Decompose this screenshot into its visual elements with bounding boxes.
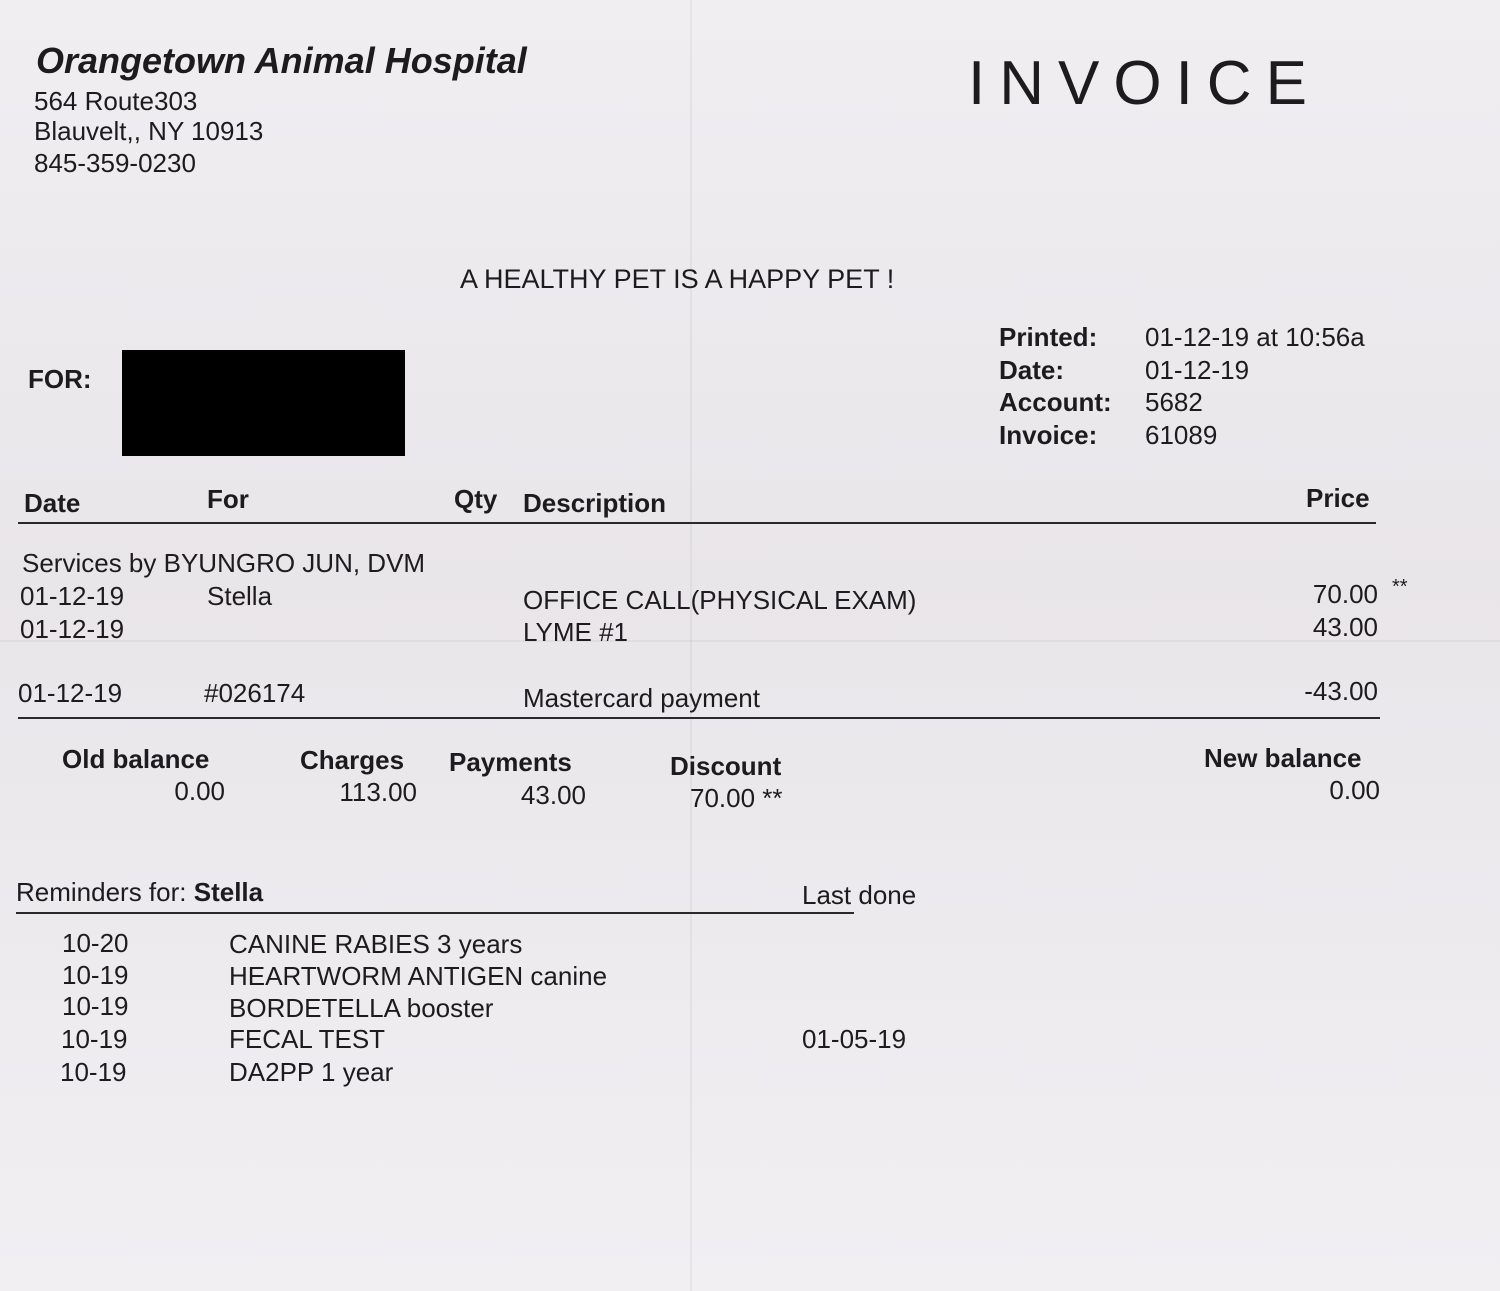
account-label: Account: <box>999 387 1112 417</box>
col-header-qty: Qty <box>454 484 498 514</box>
line-item-date: 01-12-19 <box>20 581 125 611</box>
line-item-date: 01-12-19 <box>18 678 123 708</box>
last-done-label: Last done <box>802 880 917 910</box>
reminder-due: 10-19 <box>61 1024 128 1054</box>
reminder-name: FECAL TEST <box>229 1024 386 1054</box>
line-item-for: #026174 <box>204 678 306 708</box>
line-item-description: LYME #1 <box>523 617 629 647</box>
reminder-due: 10-19 <box>62 960 129 990</box>
printed-value: 01-12-19 at 10:56a <box>1145 322 1365 352</box>
reminder-name: HEARTWORM ANTIGEN canine <box>229 961 608 991</box>
printed-label: Printed: <box>999 322 1098 352</box>
redacted-customer-block <box>122 350 405 456</box>
clinic-address-line2: Blauvelt,, NY 10913 <box>34 116 264 146</box>
line-item-for: Stella <box>207 581 273 611</box>
clinic-phone: 845-359-0230 <box>34 148 196 178</box>
clinic-name: Orangetown Animal Hospital <box>36 40 527 81</box>
new-balance-value: 0.00 <box>1329 775 1380 805</box>
line-item-price: -43.00 <box>1304 676 1378 706</box>
reminders-divider <box>16 912 854 914</box>
col-header-for: For <box>207 484 249 514</box>
old-balance-value: 0.00 <box>174 776 225 806</box>
col-header-price: Price <box>1306 483 1370 513</box>
line-item-price: 70.00 <box>1312 579 1378 609</box>
line-item-date: 01-12-19 <box>20 614 125 644</box>
for-label: FOR: <box>28 364 92 394</box>
reminder-name: CANINE RABIES 3 years <box>229 929 523 959</box>
paper-fold <box>690 0 692 1291</box>
clinic-address-line1: 564 Route303 <box>34 86 198 116</box>
document-title: INVOICE <box>968 49 1321 118</box>
col-header-description: Description <box>523 488 667 518</box>
reminders-heading <box>16 877 263 908</box>
services-by: Services by BYUNGRO JUN, DVM <box>22 548 426 578</box>
reminder-due: 10-20 <box>62 928 129 958</box>
date-label: Date: <box>999 355 1065 385</box>
date-value: 01-12-19 <box>1145 355 1250 385</box>
slogan: A HEALTHY PET IS A HAPPY PET ! <box>460 264 895 294</box>
reminder-last-done: 01-05-19 <box>802 1024 907 1054</box>
col-header-date: Date <box>24 488 81 518</box>
new-balance-label: New balance <box>1204 743 1362 773</box>
reminder-name: DA2PP 1 year <box>229 1057 394 1087</box>
discount-value: 70.00 ** <box>690 783 783 813</box>
line-item-description: Mastercard payment <box>523 683 760 713</box>
reminder-due: 10-19 <box>60 1057 127 1087</box>
payments-label: Payments <box>449 747 572 777</box>
charges-value: 113.00 <box>339 777 417 807</box>
header-divider <box>18 522 1376 524</box>
invoice-number-label: Invoice: <box>999 420 1098 450</box>
old-balance-label: Old balance <box>62 744 210 774</box>
line-item-description: OFFICE CALL(PHYSICAL EXAM) <box>523 585 917 615</box>
line-item-flag: ** <box>1392 576 1408 598</box>
reminder-due: 10-19 <box>62 991 129 1021</box>
reminders-label: Reminders for: <box>16 877 187 907</box>
charges-label: Charges <box>300 745 405 775</box>
payments-value: 43.00 <box>520 780 586 810</box>
invoice-number-value: 61089 <box>1145 420 1218 450</box>
reminders-pet-name: Stella <box>193 877 264 907</box>
discount-label: Discount <box>670 751 782 781</box>
line-item-price: 43.00 <box>1312 612 1378 642</box>
items-divider <box>18 717 1380 719</box>
reminder-name: BORDETELLA booster <box>229 993 494 1023</box>
account-value: 5682 <box>1145 387 1203 417</box>
